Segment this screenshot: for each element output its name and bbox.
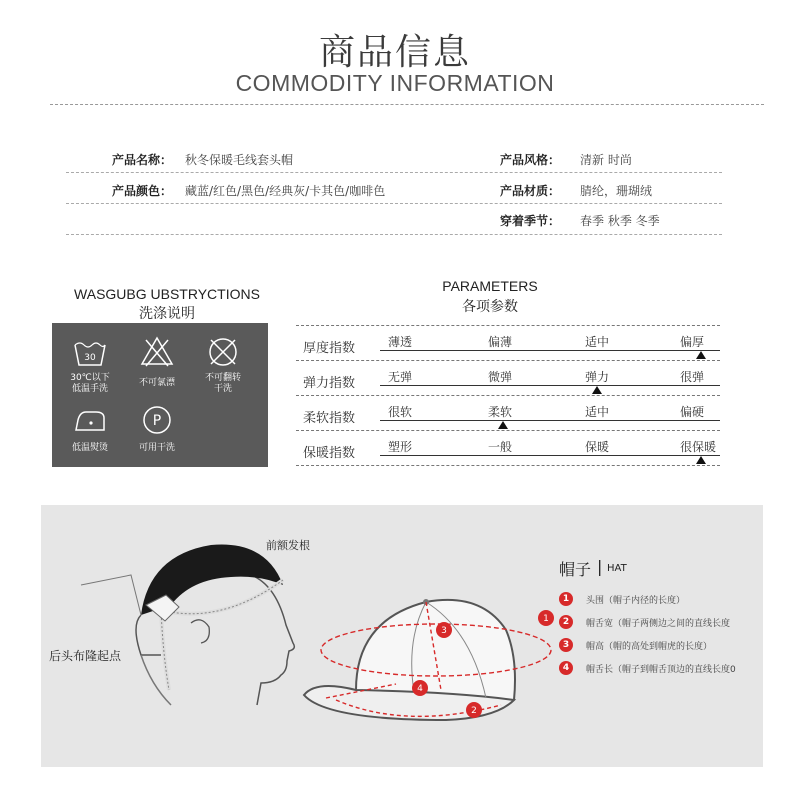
- svg-text:P: P: [152, 413, 162, 429]
- wash-instructions-panel: [52, 323, 268, 467]
- param-option: 偏厚: [680, 335, 705, 349]
- legend-title-cn: 帽子: [559, 560, 592, 579]
- param-selected-marker: [696, 456, 706, 464]
- no-bleach-icon: [140, 335, 174, 367]
- info-divider: [66, 203, 722, 204]
- legend-text: 帽舌宽（帽子两侧边之间的直线长度: [586, 619, 731, 629]
- legend-number: 1: [559, 592, 573, 606]
- header-divider: [50, 104, 764, 105]
- param-row-label: 弹力指数: [303, 376, 356, 391]
- param-selected-marker: [696, 351, 706, 359]
- product-season-value: 春季 秋季 冬季: [580, 214, 660, 228]
- legend-text: 头围（帽子内径的长度）: [586, 596, 686, 606]
- info-divider: [66, 172, 722, 173]
- wash-label: 低温熨烫: [71, 443, 108, 453]
- param-scale-line: [380, 350, 720, 351]
- label-front-hairline: 前额发根: [266, 539, 310, 552]
- param-row-label: 保暖指数: [303, 446, 356, 461]
- param-option: 塑形: [388, 440, 413, 454]
- param-option: 无弹: [388, 370, 413, 384]
- product-name-label: 产品名称：: [112, 153, 173, 167]
- legend-separator: |: [597, 557, 603, 576]
- product-season-label: 穿着季节：: [500, 214, 561, 228]
- param-scale-line: [380, 385, 720, 386]
- svg-text:4: 4: [417, 684, 423, 694]
- svg-text:30: 30: [84, 353, 96, 363]
- legend-number: 3: [559, 638, 573, 652]
- params-divider: [296, 465, 720, 466]
- param-selected-marker: [498, 421, 508, 429]
- product-material-label: 产品材质：: [500, 184, 561, 198]
- wash-title-en: WASGUBG UBSTRYCTIONS: [74, 286, 260, 302]
- param-option: 很弹: [680, 370, 705, 384]
- param-option: 偏硬: [680, 405, 705, 419]
- param-row-label: 柔软指数: [303, 411, 356, 426]
- param-option: 微弹: [488, 370, 513, 384]
- legend-number: 2: [559, 615, 573, 629]
- param-option: 很软: [388, 405, 413, 419]
- legend-number: 4: [559, 661, 573, 675]
- param-selected-marker: [592, 386, 602, 394]
- label-occipital-point: 后头布隆起点: [49, 649, 122, 663]
- wash-label: 30℃以下 低温手洗: [70, 373, 110, 394]
- params-divider: [296, 430, 720, 431]
- param-scale-line: [380, 455, 720, 456]
- product-color-value: 藏蓝/红色/黑色/经典灰/卡其色/咖啡色: [185, 184, 386, 198]
- param-option: 弹力: [585, 370, 610, 384]
- params-divider: [296, 325, 720, 326]
- hat-size-panel: [41, 505, 763, 767]
- param-option: 薄透: [388, 335, 413, 349]
- param-option: 适中: [585, 405, 610, 419]
- wash-title-cn: 洗涤说明: [139, 305, 195, 321]
- legend-text: 帽高（帽的高处到帽虎的长度）: [586, 642, 713, 652]
- param-row-label: 厚度指数: [303, 341, 356, 356]
- wash-30-icon: [72, 337, 108, 369]
- params-divider: [296, 360, 720, 361]
- param-option: 一般: [488, 440, 513, 454]
- info-divider: [66, 234, 722, 235]
- param-option: 适中: [585, 335, 610, 349]
- cap-diagram: [296, 580, 566, 730]
- param-option: 柔软: [488, 405, 513, 419]
- product-style-label: 产品风格：: [500, 153, 561, 167]
- dry-clean-p-icon: [142, 405, 172, 435]
- no-tumble-dry-icon: [206, 335, 240, 369]
- param-option: 偏薄: [488, 335, 513, 349]
- params-title-en: PARAMETERS: [442, 278, 538, 294]
- svg-text:3: 3: [441, 626, 447, 636]
- legend-title-en: HAT: [607, 563, 627, 574]
- wash-label: 不可翻转 干洗: [204, 373, 241, 394]
- wash-label: 不可氯漂: [138, 378, 175, 388]
- legend-text: 帽舌长（帽子到帽舌顶边的直线长度0: [586, 665, 736, 675]
- product-color-label: 产品颜色：: [112, 184, 173, 198]
- wash-label: 可用干洗: [138, 443, 175, 453]
- param-scale-line: [380, 420, 720, 421]
- low-iron-icon: [72, 408, 108, 434]
- product-material-value: 腈纶，珊瑚绒: [580, 184, 653, 198]
- params-title-cn: 各项参数: [462, 299, 518, 315]
- product-style-value: 清新 时尚: [580, 153, 632, 167]
- svg-text:1: 1: [543, 614, 549, 624]
- product-name-value: 秋冬保暖毛线套头帽: [185, 153, 294, 167]
- page-title-cn: 商品信息: [318, 32, 471, 73]
- svg-text:2: 2: [471, 706, 477, 716]
- page-title-en: COMMODITY INFORMATION: [235, 70, 555, 96]
- param-option: 很保暖: [680, 440, 717, 454]
- param-option: 保暖: [585, 440, 610, 454]
- params-divider: [296, 395, 720, 396]
